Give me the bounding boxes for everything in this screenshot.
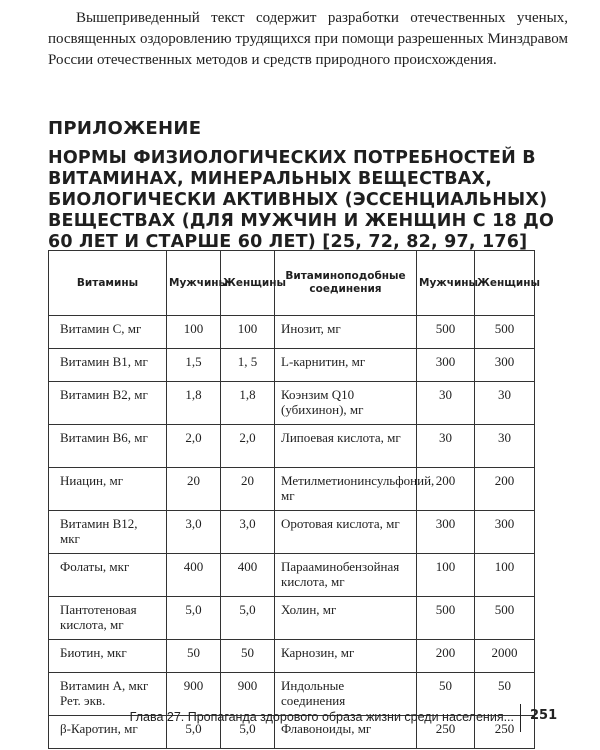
cell-women-2: 200 — [475, 468, 535, 511]
cell-women: 2,0 — [221, 425, 275, 468]
cell-women: 1, 5 — [221, 349, 275, 382]
cell-men-2: 250 — [417, 716, 475, 749]
cell-men-2: 100 — [417, 554, 475, 597]
cell-compound: Флавоноиды, мг — [275, 716, 417, 749]
cell-vitamin: β-Каротин, мг — [49, 716, 167, 749]
table-row — [49, 349, 535, 382]
cell-vitamin: Витамин В12, мкг — [49, 511, 167, 554]
cell-men: 3,0 — [167, 511, 221, 554]
table-row — [49, 316, 535, 349]
vitamin-norms-table — [48, 250, 540, 749]
cell-women-2: 500 — [475, 597, 535, 640]
cell-vitamin: Витамин С, мг — [49, 316, 167, 349]
cell-men: 1,5 — [167, 349, 221, 382]
cell-vitamin: Витамин В2, мг — [49, 382, 167, 425]
cell-men: 400 — [167, 554, 221, 597]
header-women: Женщины — [221, 251, 275, 316]
cell-women-2: 300 — [475, 511, 535, 554]
table-row — [49, 597, 535, 640]
cell-vitamin: Витамин В6, мг — [49, 425, 167, 468]
cell-men-2: 200 — [417, 640, 475, 673]
cell-women-2: 50 — [475, 673, 535, 716]
table-row — [49, 511, 535, 554]
cell-compound: Индольные соединения — [275, 673, 417, 716]
cell-men: 5,0 — [167, 716, 221, 749]
cell-men: 900 — [167, 673, 221, 716]
cell-vitamin: Биотин, мкг — [49, 640, 167, 673]
intro-paragraph: Вышеприведенный текст содержит разработки отечественных ученых, посвященных оздоровлению трудящихся при помощи разрешенных Минздравом России отечественных методов и средств природного происхождения. — [48, 10, 568, 68]
cell-men-2: 50 — [417, 673, 475, 716]
cell-women-2: 2000 — [475, 640, 535, 673]
cell-women-2: 500 — [475, 316, 535, 349]
cell-women-2: 250 — [475, 716, 535, 749]
running-footer: Глава 27. Пропаганда здорового образа жизни среди населения... — [129, 710, 514, 724]
cell-women: 400 — [221, 554, 275, 597]
cell-women: 50 — [221, 640, 275, 673]
cell-women-2: 30 — [475, 425, 535, 468]
cell-women: 5,0 — [221, 716, 275, 749]
footer-divider — [520, 704, 521, 732]
table-row — [49, 382, 535, 425]
cell-compound: Карнозин, мг — [275, 640, 417, 673]
cell-men: 2,0 — [167, 425, 221, 468]
cell-men-2: 500 — [417, 316, 475, 349]
cell-compound: Парааминобензойная кислота, мг — [275, 554, 417, 597]
table-title: НОРМЫ ФИЗИОЛОГИЧЕСКИХ ПОТРЕБНОСТЕЙ В ВИТАМИНАХ, МИНЕРАЛЬНЫХ ВЕЩЕСТВАХ, БИОЛОГИЧЕСКИ АКТИВНЫХ (ЭССЕНЦИАЛЬНЫХ) ВЕЩЕСТВАХ (ДЛЯ МУЖЧИН И ЖЕНЩИН С 18 ДО 60 ЛЕТ И СТАРШЕ 60 ЛЕТ) [25, 72, 82, 97, 176] — [48, 148, 555, 252]
cell-men: 20 — [167, 468, 221, 511]
cell-vitamin: Пантотеновая кислота, мг — [49, 597, 167, 640]
cell-vitamin: Фолаты, мкг — [49, 554, 167, 597]
appendix-heading: ПРИЛОЖЕНИЕ — [48, 118, 202, 139]
cell-men-2: 300 — [417, 511, 475, 554]
cell-compound: Коэнзим Q10 (убихинон), мг — [275, 382, 417, 425]
cell-men: 1,8 — [167, 382, 221, 425]
cell-women: 3,0 — [221, 511, 275, 554]
cell-men: 100 — [167, 316, 221, 349]
table-header-row — [49, 251, 535, 316]
cell-women: 20 — [221, 468, 275, 511]
cell-women: 1,8 — [221, 382, 275, 425]
table-row — [49, 425, 535, 468]
header-vitamins: Витамины — [49, 251, 167, 316]
cell-vitamin: Витамин В1, мг — [49, 349, 167, 382]
header-vitamin-like: Витаминоподобные соединения — [275, 251, 417, 316]
cell-women-2: 300 — [475, 349, 535, 382]
cell-compound: Липоевая кислота, мг — [275, 425, 417, 468]
cell-compound: Метилметионинсульфоний, мг — [275, 468, 417, 511]
cell-men: 5,0 — [167, 597, 221, 640]
cell-women-2: 100 — [475, 554, 535, 597]
cell-men-2: 30 — [417, 425, 475, 468]
cell-women: 100 — [221, 316, 275, 349]
header-women-2: Женщины — [475, 251, 535, 316]
cell-men-2: 500 — [417, 597, 475, 640]
table-row — [49, 468, 535, 511]
cell-compound: Оротовая кислота, мг — [275, 511, 417, 554]
cell-men-2: 30 — [417, 382, 475, 425]
header-men: Мужчины — [167, 251, 221, 316]
cell-vitamin: Ниацин, мг — [49, 468, 167, 511]
cell-vitamin: Витамин А, мкг Рет. экв. — [49, 673, 167, 716]
page-number: 251 — [530, 708, 558, 723]
cell-compound: Холин, мг — [275, 597, 417, 640]
table-row — [49, 554, 535, 597]
cell-compound: Инозит, мг — [275, 316, 417, 349]
cell-compound: L-карнитин, мг — [275, 349, 417, 382]
cell-women: 900 — [221, 673, 275, 716]
header-men-2: Мужчины — [417, 251, 475, 316]
cell-women-2: 30 — [475, 382, 535, 425]
cell-women: 5,0 — [221, 597, 275, 640]
table-row — [49, 640, 535, 673]
cell-men-2: 300 — [417, 349, 475, 382]
cell-men: 50 — [167, 640, 221, 673]
cell-men-2: 200 — [417, 468, 475, 511]
